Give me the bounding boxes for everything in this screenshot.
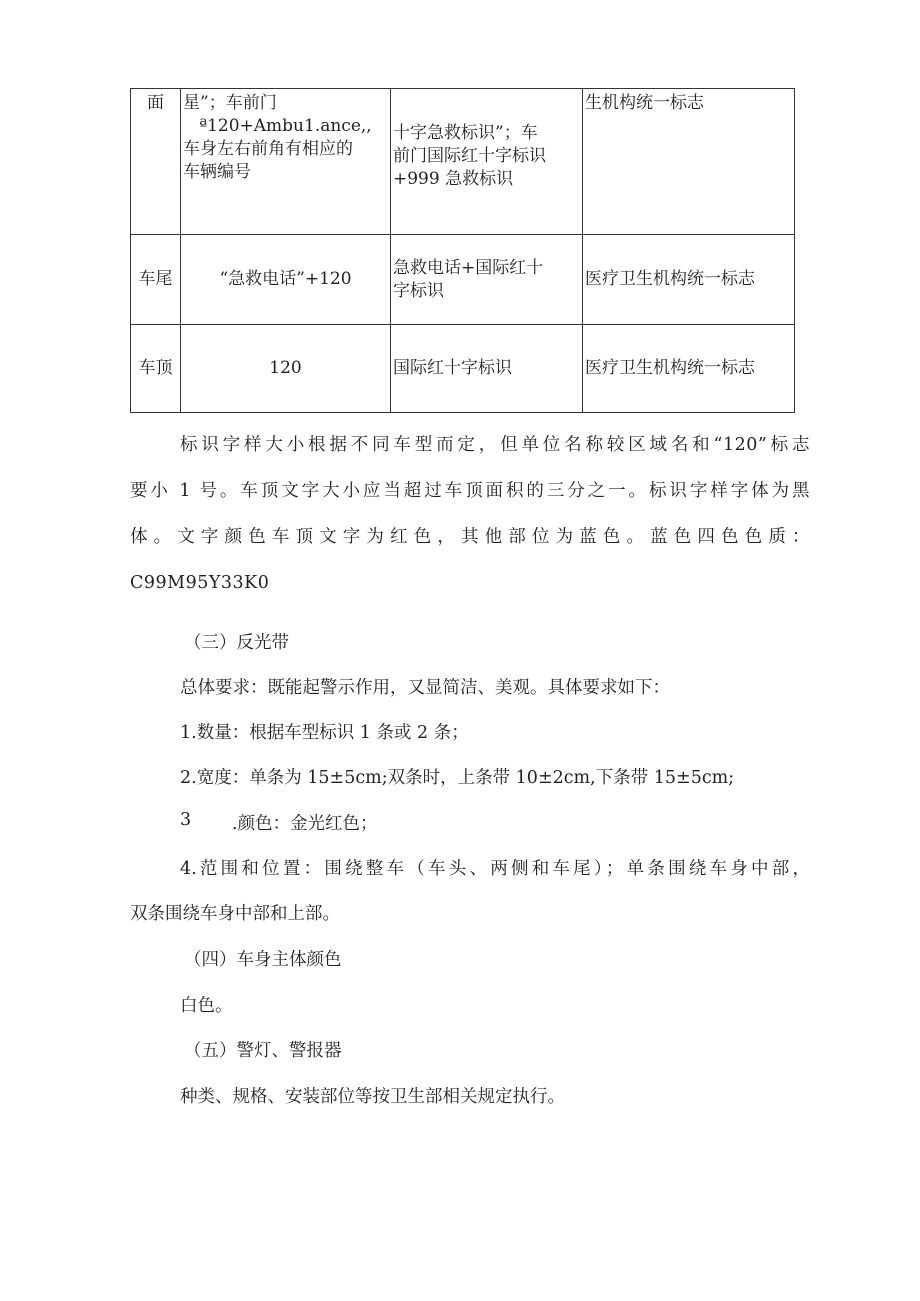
warning-lights-text: 种类、规格、安装部位等按卫生部相关规定执行。 (180, 1087, 565, 1107)
cell-line: 星”；车前门 (183, 93, 277, 113)
table-cell (181, 89, 391, 235)
row-label-cell (131, 235, 181, 325)
marking-size-paragraph (130, 422, 810, 606)
table-row (131, 325, 795, 413)
cell-line: 车辆编号 (183, 162, 251, 182)
cell-line: 120 (269, 358, 302, 378)
cell-line: 十字急救标识”；车 (393, 123, 538, 143)
table-cell (181, 235, 391, 325)
row-label: 面 (147, 93, 164, 113)
cell-line: “急救电话”+120 (219, 269, 352, 289)
section-heading-warning-lights: （五）警灯、警报器 (184, 1041, 342, 1061)
cell-line: ª120+Ambu1.ance,, (199, 116, 372, 136)
body-color-text: 白色。 (180, 996, 233, 1016)
row-label: 车顶 (138, 358, 173, 378)
table-cell (583, 235, 795, 325)
paragraph-line: 体。文字颜色车顶文字为红色，其他部位为蓝色。蓝色四色色质： (130, 527, 810, 547)
cell-line: 国际红十字标识 (393, 358, 512, 378)
section-heading-reflective-strip: （三）反光带 (184, 633, 289, 653)
table-cell (181, 325, 391, 413)
cell-line: 车身左右前角有相应的 (183, 139, 353, 159)
table-cell (583, 89, 795, 235)
table-cell (391, 325, 583, 413)
row-label: 车尾 (138, 269, 173, 289)
item-quantity: 1.数量：根据车型标识 1 条或 2 条； (180, 723, 469, 743)
marking-spec-table (130, 88, 795, 413)
general-requirement: 总体要求：既能起警示作用，又显简洁、美观。具体要求如下： (180, 678, 670, 698)
item-width: 2.宽度：单条为 15±5cm;双条时，上条带 10±2cm,下条带 15±5cm; (180, 768, 735, 788)
cell-line: 字标识 (393, 280, 444, 301)
row-label-cell (131, 325, 181, 413)
paragraph-line: 标识字样大小根据不同车型而定，但单位名称较区域名和“120”标志 (180, 435, 810, 455)
table-cell (583, 325, 795, 413)
row-label-cell (131, 89, 181, 235)
cell-line: 医疗卫生机构统一标志 (585, 358, 755, 378)
paragraph-line: C99M95Y33K0 (130, 573, 270, 593)
table-cell (391, 89, 583, 235)
section-heading-body-color: （四）车身主体颜色 (184, 950, 342, 970)
cell-line: 急救电话+国际红十 (393, 257, 544, 278)
cell-line: 医疗卫生机构统一标志 (585, 269, 755, 289)
item-range-line1: 4.范围和位置：围绕整车（车头、两侧和车尾）；单条围绕车身中部， (180, 859, 810, 879)
item-range-line2: 双条围绕车身中部和上部。 (130, 904, 340, 924)
paragraph-line: 要小 1 号。车顶文字大小应当超过车顶面积的三分之一。标识字样字体为黑 (130, 481, 810, 501)
table-cell (391, 235, 583, 325)
table-row (131, 89, 795, 235)
cell-line: +999 急救标识 (393, 169, 514, 189)
table-row (131, 235, 795, 325)
item-color-number: 3 (180, 810, 192, 830)
cell-line: 前门国际红十字标识 (393, 146, 546, 166)
item-color: .颜色：金光红色； (232, 814, 378, 834)
cell-line: 生机构统一标志 (585, 93, 704, 113)
